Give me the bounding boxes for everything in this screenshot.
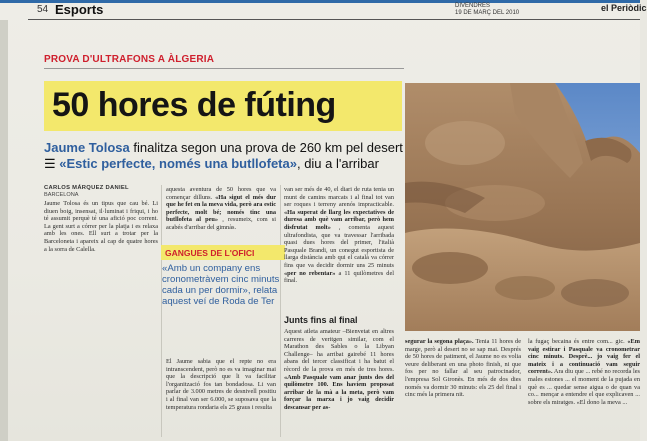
col4-bold: segurar la segona plaça».	[405, 338, 474, 345]
byline-location: BARCELONA	[44, 192, 79, 198]
subsection-title: GANGUES DE L'OFICI	[165, 248, 255, 258]
col3-top-text: van ser més de 40, el diari de ruta tenia un munt de camins marcats i al final tot van ser roques i terreny arenós impracticable.	[284, 186, 394, 209]
col5-text: la fugaç becaina és entre com... gic.	[528, 338, 628, 345]
header-rule	[28, 19, 640, 20]
article-kicker: PROVA D'ULTRAFONS A ÀLGERIA	[44, 54, 215, 65]
col3-top-bold-2: «per no rebentar»	[284, 269, 336, 277]
body-column-3-bottom	[284, 328, 394, 438]
header-date	[455, 3, 535, 17]
header-weekday: DIVENDRES	[455, 3, 491, 9]
subhead-quote: «Estic perfecte, només una butllofeta»	[59, 156, 297, 171]
body-column-3-top	[284, 186, 394, 310]
col2-top-tail: , resumeix, com si acabés d'arribar del gimnàs.	[166, 216, 276, 231]
col3-top-bold-1: «Ha superat de llarg les expectatives de duresa amb què vam arribar, però hem disfrutat molt»	[284, 208, 394, 231]
article-subheadline	[44, 140, 409, 172]
byline-author: CARLOS MÁRQUEZ DANIEL	[44, 185, 129, 191]
col3-top-tail: a 11 quilòmetres del final.	[284, 269, 394, 285]
col5-tail: Ara diu que ... rebé no recorda les males estones ... el moment de la pujada en què es ... quedar sense aigua o de quan va co... mençar a entendre el que explicaven ... sobre els miratges. «El dono la meva ...	[528, 368, 640, 406]
newspaper-brand: el Periòdic	[601, 3, 647, 13]
col2-top-text: aquesta aventura de 50 hores que va començar dilluns.	[166, 186, 276, 201]
column-divider	[280, 185, 281, 437]
col3-bottom-bold: «Amb Pasquale vam anar junts des del quilòmetre 100. Ens havíem proposat arribar de la mà a la meta, però vam forçar la marxa i jo vaig decidir descansar per as-	[284, 373, 394, 411]
subsection-title-2: Junts fins al final	[284, 315, 358, 325]
article-headline: 50 hores de fúting	[52, 86, 336, 124]
header-date-text: 19 DE MARÇ DEL 2010	[455, 10, 520, 16]
col4-text: Tenia 11 hores de marge, però al desert no se sap mai. Després de 50 hores de patiment, el Jaume no es volia veure deliberant en una photo finish, ni que fos per no fallar al seu patrocinador, l'empresa Sol Gironès. En més de dos dies només va dormir 30 minuts: els 25 del final i cinc més la primera nit.	[405, 338, 521, 399]
desert-arch-photo	[405, 83, 640, 331]
body-column-5	[528, 338, 640, 438]
col2-top-bold: «Ha sigut el més dur que he fet en la meva vida, però ara estic perfecte, molt bé; només tinc una butllofeta al peu»	[166, 193, 276, 224]
kicker-underline	[44, 68, 404, 69]
col3-top-mid: , comenta aquest ultrafondista, que va travessar l'arribada quasi dues hores del primer, l'italià Pasquale Brandi, un conegut esportista de llarga distància amb qui el català va córrer fins que va decidir dormir uns 25 minuts	[284, 223, 394, 269]
pull-quote-attribution: , relata aquest veí de Roda de Ter	[162, 285, 278, 307]
section-title: Esports	[55, 2, 104, 17]
pull-quote	[162, 263, 282, 307]
body-column-2-bottom: El Jaume sabia que el repte no era intranscendent, però no es va imaginar mai que la descripció que li va facilitar l'organització fos tan bondadosa. Li van parlar de 3.000 metres de desnivell positiu i al final van ser 6.000, se suposava que la temperatura rondaria els 25 graus i resulta	[166, 358, 276, 411]
body-column-1: Jaume Tolosa és un tipus que cau bé. Li diuen boig, insensat, il·luminat i friqui, i ho té assumit perquè té una afició poc corrent. La gent surt a córrer per la platja i es relaxa amb les ones. Ell surt a trotar per la Barceloneta i apareix al cap de quatre hores a la sorra de Calella.	[44, 200, 158, 253]
column-divider	[161, 185, 162, 437]
subhead-text-1: finalitza segon una prova de 260 km pel desert	[133, 140, 403, 155]
page-binding-edge	[0, 20, 8, 441]
col5-bold: «Em vaig estirar i Pasquale va cronometrar cinc minuts. Desprè... jo vaig fer el mateix i a continuació vam seguir corrent».	[528, 338, 640, 376]
body-column-4	[405, 338, 521, 438]
subhead-text-2: , diu a l'arribar	[296, 156, 379, 171]
col3-bottom-text: Aquest atleta amateur –Bienvetat en altres carreres de veritgen similar, com el Marathon des Sables o la Libyan Challenge– ha arribat gairebé 11 hores abans del tercer classificat i ha batut el rècord de la prova en més de tres hores.	[284, 328, 394, 373]
body-column-2-top	[166, 186, 276, 244]
pull-quote-text: «Amb un company ens cronometràvem cinc minuts cada un per dormir»	[162, 263, 280, 296]
page-number: 54	[37, 4, 49, 15]
quote-glyph-icon: ☰	[44, 156, 56, 171]
subhead-name: Jaume Tolosa	[44, 140, 130, 155]
